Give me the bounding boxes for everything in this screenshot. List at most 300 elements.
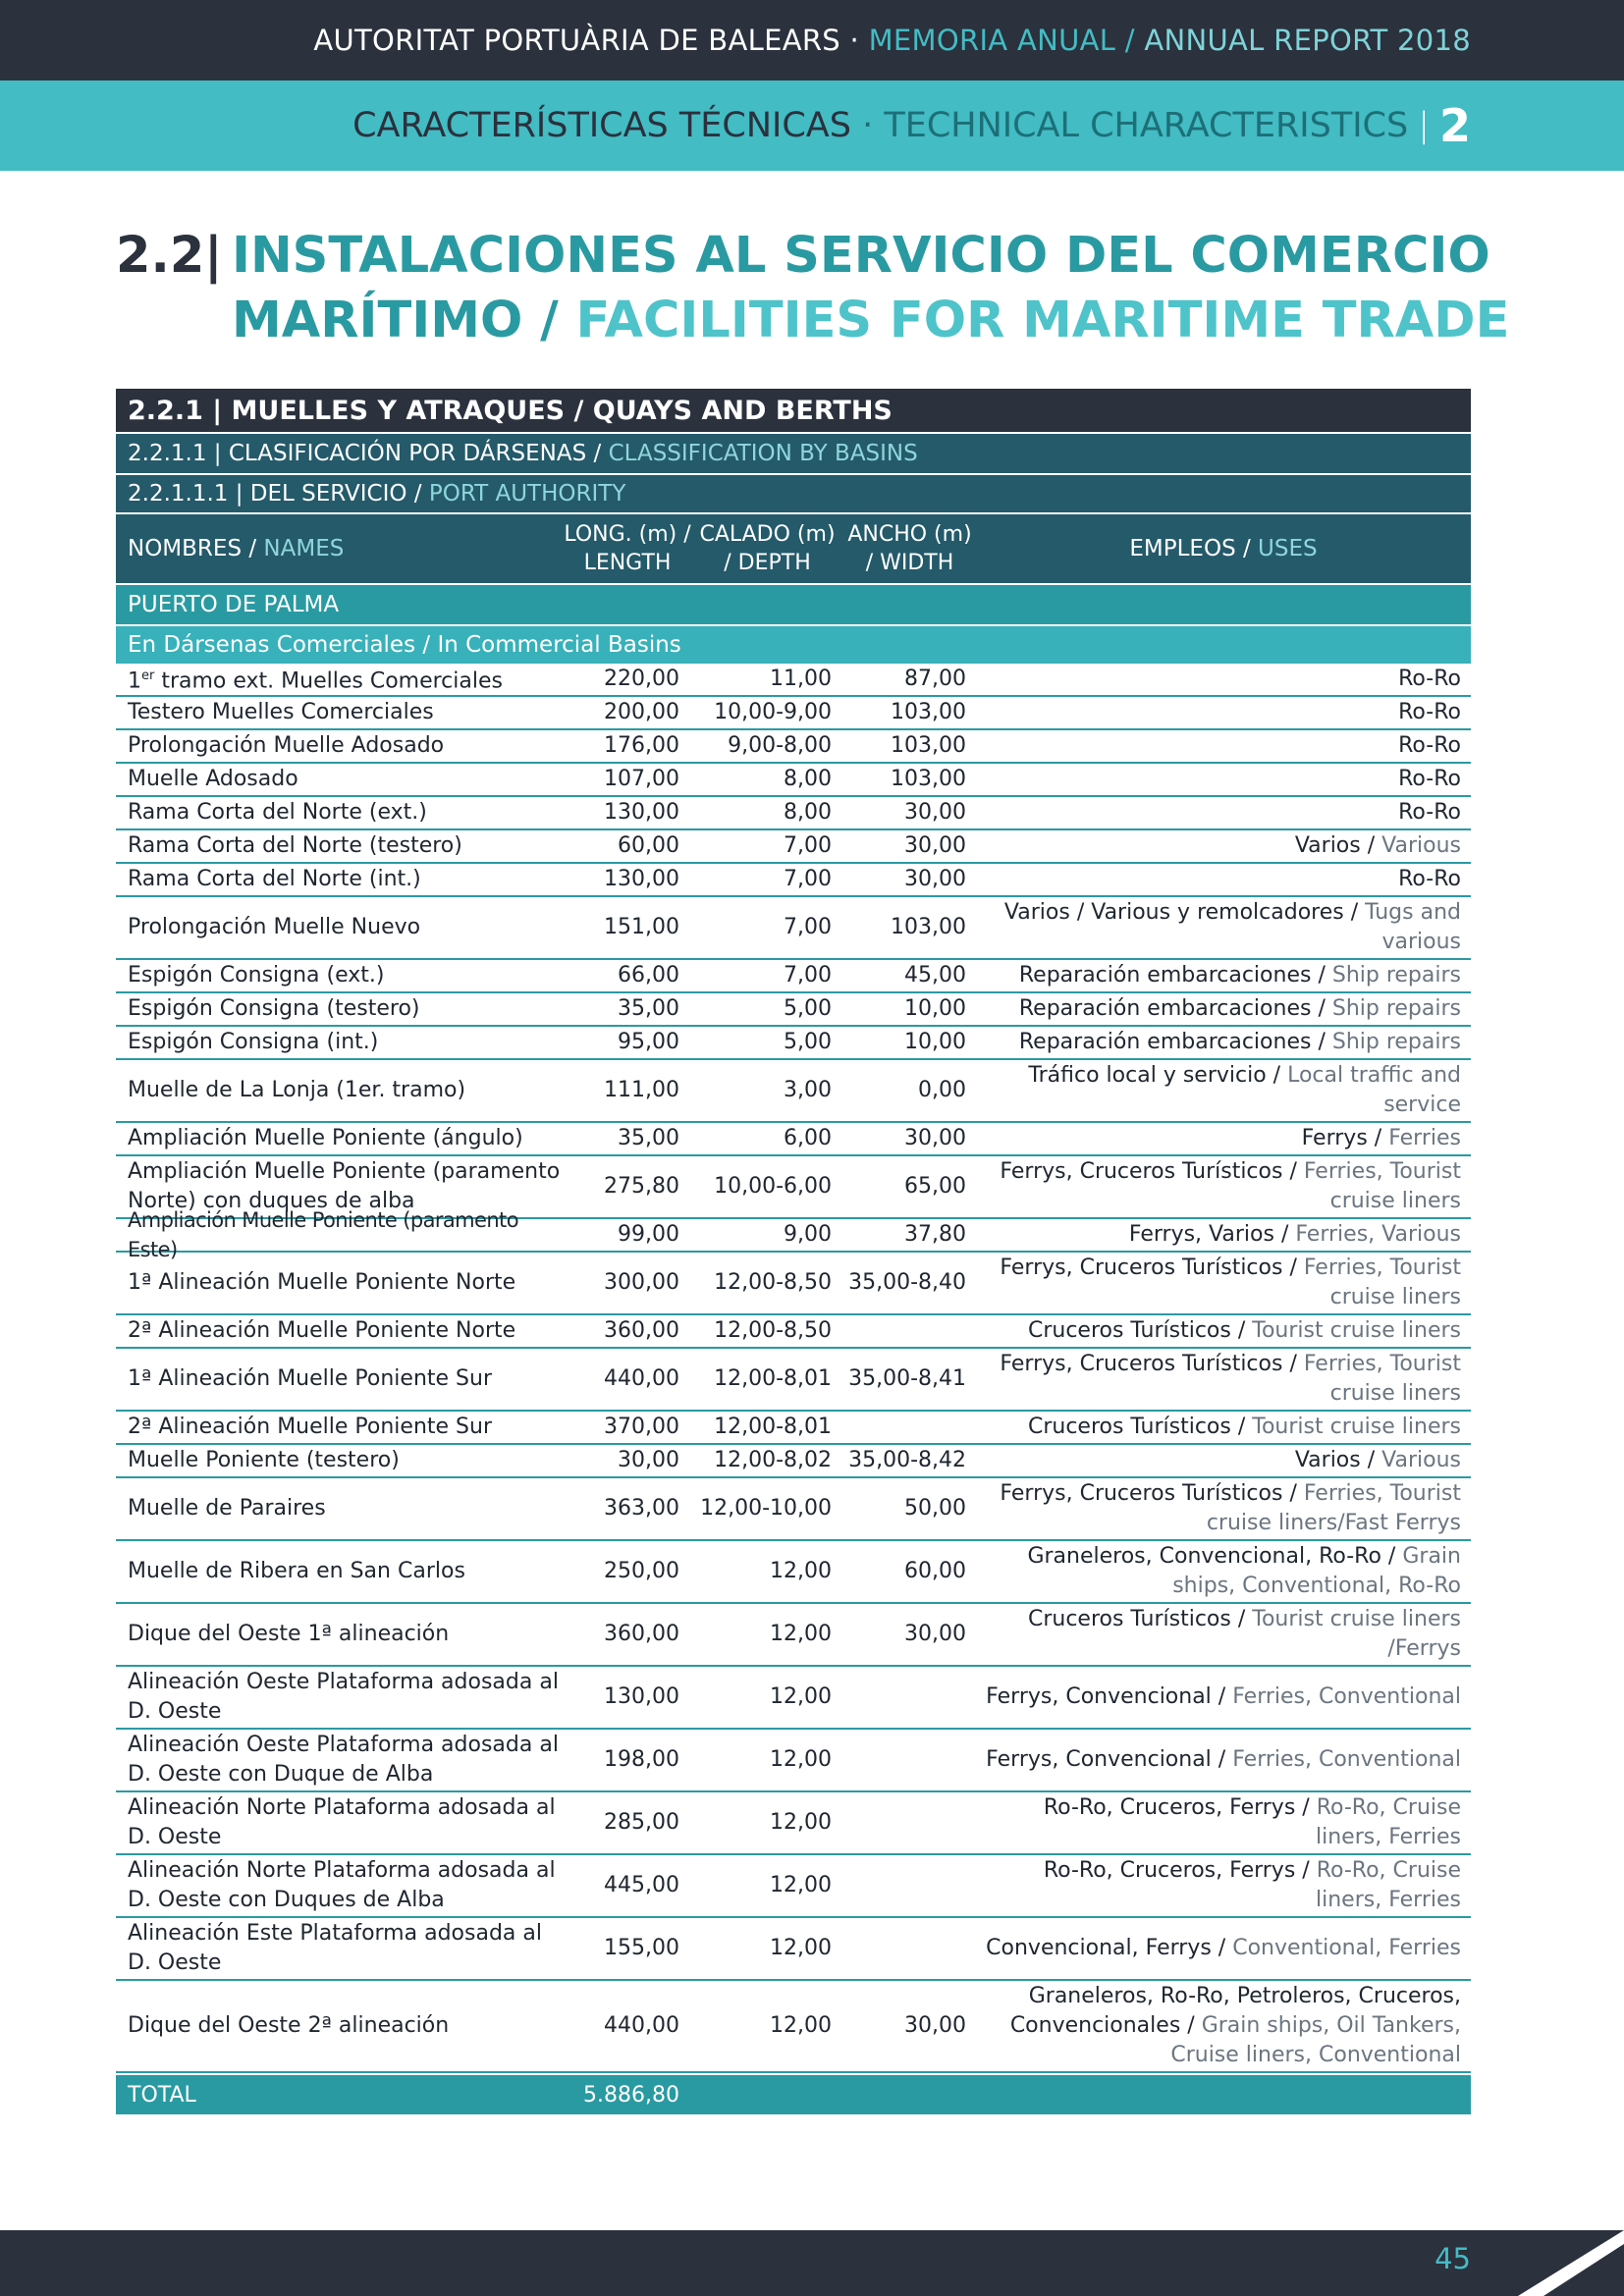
cell-uses — [976, 897, 1471, 958]
cell-depth: 9,00-8,00 — [728, 733, 832, 758]
cell-name: Testero Muelles Comerciales — [128, 700, 434, 724]
cell-depth: 5,00 — [784, 996, 832, 1021]
cell-depth: 12,00-8,50 — [714, 1318, 832, 1343]
table-row — [116, 1060, 1471, 1123]
cell-uses-es: Ferrys, Cruceros Turísticos / — [1000, 1255, 1297, 1280]
table-row — [116, 1208, 1471, 1261]
table-row — [116, 1315, 1471, 1349]
cell-uses-text — [976, 1061, 1461, 1120]
cell-name — [116, 664, 564, 695]
cell-uses-es: Ferrys, Cruceros Turísticos / — [1000, 1352, 1297, 1376]
cell-uses-text — [976, 1856, 1461, 1915]
cell-uses-text — [976, 1793, 1461, 1852]
cell-length: 111,00 — [604, 1078, 679, 1102]
cell-width — [843, 1918, 976, 1979]
cell-uses — [976, 1219, 1471, 1251]
cell-depth: 10,00-6,00 — [714, 1174, 832, 1199]
cell-uses-es: Reparación embarcaciones / — [1018, 996, 1326, 1021]
cell-uses-es: Varios / Various y remolcadores / — [1003, 900, 1359, 925]
cell-name: Alineación Oeste Plataforma adosada al D. Oeste — [128, 1670, 559, 1724]
subtitle-basins-es: 2.2.1.1 | CLASIFICACIÓN POR DÁRSENAS / — [128, 441, 602, 466]
cell-width: 0,00 — [918, 1078, 966, 1102]
cell-uses-text — [1028, 1413, 1461, 1442]
cell-uses-en: Conventional, Ferries — [1232, 1936, 1461, 1960]
col-names-es: NOMBRES / — [128, 536, 257, 561]
cell-uses-text — [1028, 1316, 1461, 1346]
cell-width: 103,00 — [891, 915, 966, 939]
cell-depth: 7,00 — [784, 963, 832, 988]
cell-length: 130,00 — [604, 800, 679, 825]
cell-uses-es: Ro-Ro, Cruceros, Ferrys / — [1043, 1858, 1310, 1883]
cell-uses-en: Various — [1381, 1448, 1461, 1472]
cell-name: Espigón Consigna (int.) — [128, 1030, 379, 1054]
cell-uses-en: Ro-Ro, Cruise liners, Ferries — [1316, 1858, 1461, 1912]
cell-length: 370,00 — [604, 1415, 679, 1439]
cell-uses-text — [976, 1157, 1461, 1216]
cell-length: 151,00 — [604, 915, 679, 939]
cell-uses-en: Grain ships, Oil Tankers, Cruise liners, Conventional — [1170, 2013, 1461, 2067]
cell-name: Ampliación Muelle Poniente (paramento Este) — [128, 1208, 518, 1261]
cell-depth: 8,00 — [784, 800, 832, 825]
cell-uses — [976, 1667, 1471, 1728]
table-row — [116, 960, 1471, 993]
cell-uses-text — [1129, 1220, 1461, 1250]
column-header-row — [116, 512, 1471, 583]
cell-width: 10,00 — [904, 1030, 966, 1054]
cell-depth: 11,00 — [770, 667, 832, 691]
cell-depth: 12,00-8,50 — [714, 1270, 832, 1295]
cell-width: 103,00 — [891, 700, 966, 724]
cell-width: 30,00 — [904, 800, 966, 825]
cell-uses-text — [1019, 1028, 1461, 1057]
cell-name: 1ª Alineación Muelle Poniente Norte — [128, 1270, 516, 1295]
total-row — [116, 2075, 1471, 2114]
section-title-en: TECHNICAL CHARACTERISTICS — [884, 106, 1409, 145]
cell-name: Muelle de La Lonja (1er. tramo) — [128, 1078, 466, 1102]
cell-width: 30,00 — [904, 1622, 966, 1646]
cell-uses-en: Tourist cruise liners — [1252, 1318, 1461, 1343]
cell-uses-es: Ferrys / — [1301, 1126, 1382, 1150]
corner-stripe-icon — [1487, 2230, 1624, 2296]
cell-uses-text — [976, 1254, 1461, 1312]
cell-name: 1ª Alineación Muelle Poniente Sur — [128, 1366, 492, 1391]
heading-line2-es: MARÍTIMO / — [232, 292, 559, 349]
cell-uses-es: Cruceros Turísticos / — [1027, 1607, 1246, 1631]
cell-length: 99,00 — [618, 1222, 679, 1247]
cell-depth: 7,00 — [784, 833, 832, 858]
cell-length: 200,00 — [604, 700, 679, 724]
table-row — [116, 764, 1471, 797]
cell-uses — [976, 1253, 1471, 1313]
table-title: 2.2.1 | MUELLES Y ATRAQUES / QUAYS AND BERTHS — [116, 389, 1471, 432]
cell-uses — [976, 664, 1471, 695]
cell-uses-es: Ro-Ro — [1398, 733, 1461, 758]
cell-uses — [976, 993, 1471, 1025]
cell-uses — [976, 764, 1471, 795]
cell-uses-es: Reparación embarcaciones / — [1018, 963, 1326, 988]
cell-uses — [976, 1478, 1471, 1539]
cell-width: 30,00 — [904, 2013, 966, 2038]
cell-length: 130,00 — [604, 867, 679, 891]
cell-uses — [976, 830, 1471, 862]
page-footer — [0, 2230, 1624, 2296]
col-length-l2: LENGTH — [583, 551, 672, 575]
cell-name-pre: 1 — [128, 668, 141, 694]
cell-width: 30,00 — [904, 1126, 966, 1150]
table-row — [116, 1604, 1471, 1667]
cell-name: 2ª Alineación Muelle Poniente Norte — [128, 1318, 516, 1343]
cell-depth: 12,00 — [770, 1873, 832, 1897]
cell-uses-es: Tráfico local y servicio / — [1028, 1063, 1281, 1088]
cell-name: Prolongación Muelle Adosado — [128, 733, 445, 758]
cell-length: 30,00 — [618, 1448, 679, 1472]
heading-bar: | — [204, 227, 223, 285]
cell-width: 65,00 — [904, 1174, 966, 1199]
cell-uses-text — [1398, 731, 1461, 761]
cell-uses-text — [976, 1605, 1461, 1664]
cell-uses-en: Ro-Ro, Cruise liners, Ferries — [1316, 1795, 1461, 1849]
cell-width: 37,80 — [904, 1222, 966, 1247]
cell-uses-es: Cruceros Turísticos / — [1027, 1318, 1246, 1343]
cell-depth: 9,00 — [784, 1222, 832, 1247]
cell-uses-es: Ro-Ro — [1398, 667, 1461, 691]
cell-uses-text — [1295, 831, 1461, 861]
col-header-uses — [976, 536, 1471, 561]
table-row — [116, 1123, 1471, 1156]
table-row — [116, 1349, 1471, 1412]
header-dot: · — [849, 24, 860, 57]
cell-name: Ampliación Muelle Poniente (paramento Norte) con duques de alba — [128, 1159, 561, 1213]
table-row — [116, 1412, 1471, 1445]
cell-uses-en: Ship repairs — [1331, 1030, 1461, 1054]
cell-uses — [976, 1156, 1471, 1217]
cell-uses — [976, 1027, 1471, 1058]
cell-length: 363,00 — [604, 1496, 679, 1521]
cell-depth: 12,00 — [770, 1559, 832, 1583]
cell-length: 66,00 — [618, 963, 679, 988]
col-width-l2: / WIDTH — [865, 551, 954, 575]
table-row — [116, 830, 1471, 864]
cell-uses-en: Various — [1381, 833, 1461, 858]
header-org: AUTORITAT PORTUÀRIA DE BALEARS — [313, 24, 841, 57]
col-length-l1: LONG. (m) / — [564, 522, 691, 547]
cell-uses-text — [1295, 1446, 1461, 1475]
cell-depth: 10,00-9,00 — [714, 700, 832, 724]
cell-name: Muelle Poniente (testero) — [128, 1448, 400, 1472]
table-subtitle-basins — [116, 432, 1471, 473]
cell-uses-en: Ferries, Tourist cruise liners — [1303, 1159, 1461, 1213]
cell-depth: 8,00 — [784, 767, 832, 791]
cell-name: Espigón Consigna (ext.) — [128, 963, 385, 988]
cell-uses — [976, 1445, 1471, 1476]
cell-uses-en: Ferries, Various — [1295, 1222, 1461, 1247]
running-header — [0, 0, 1624, 80]
col-names-en: NAMES — [263, 536, 345, 561]
cell-uses — [976, 1315, 1471, 1347]
cell-length: 440,00 — [604, 2013, 679, 2038]
cell-depth: 12,00-8,01 — [714, 1366, 832, 1391]
page-number: 45 — [1435, 2242, 1471, 2275]
cell-name: Rama Corta del Norte (int.) — [128, 867, 421, 891]
section-title-es: CARACTERÍSTICAS TÉCNICAS — [352, 106, 851, 145]
cell-depth: 7,00 — [784, 915, 832, 939]
cell-name: Dique del Oeste 2ª alineación — [128, 2013, 450, 2038]
cell-depth: 5,00 — [784, 1030, 832, 1054]
col-header-length — [564, 520, 691, 577]
table-row — [116, 1478, 1471, 1541]
cell-uses-es: Convencional, Ferrys / — [986, 1936, 1226, 1960]
cell-length: 445,00 — [604, 1873, 679, 1897]
cell-depth: 12,00-8,02 — [714, 1448, 832, 1472]
cell-uses-en: Grain ships, Conventional, Ro-Ro — [1172, 1544, 1461, 1598]
subtitle-basins-en: CLASSIFICATION BY BASINS — [608, 441, 918, 466]
cell-uses-es: Varios / — [1294, 833, 1376, 858]
cell-uses — [976, 1918, 1471, 1979]
cell-width: 103,00 — [891, 733, 966, 758]
cell-uses-es: Ferrys, Cruceros Turísticos / — [1000, 1159, 1297, 1184]
subtitle-authority-en: PORT AUTHORITY — [428, 481, 626, 507]
table-row — [116, 797, 1471, 830]
cell-length: 176,00 — [604, 733, 679, 758]
cell-depth: 3,00 — [784, 1078, 832, 1102]
cell-uses-es: Graneleros, Ro-Ro, Petroleros, Cruceros, Convencionales / — [1009, 1984, 1461, 2038]
cell-name: Alineación Oeste Plataforma adosada al D. Oeste con Duque de Alba — [128, 1733, 559, 1787]
cell-uses-en: Tourist cruise liners /Ferrys — [1252, 1607, 1461, 1661]
cell-width — [843, 1792, 976, 1853]
cell-uses — [976, 730, 1471, 762]
cell-depth: 12,00 — [770, 1622, 832, 1646]
col-depth-l2: / DEPTH — [724, 551, 811, 575]
cell-width: 45,00 — [904, 963, 966, 988]
cell-uses-es: Ferrys, Cruceros Turísticos / — [1000, 1481, 1297, 1506]
cell-uses-es: Ferrys, Varios / — [1128, 1222, 1289, 1247]
cell-name: 2ª Alineación Muelle Poniente Sur — [128, 1415, 492, 1439]
cell-uses-es: Cruceros Turísticos / — [1027, 1415, 1246, 1439]
cell-uses-en: Ferries — [1388, 1126, 1461, 1150]
cell-width: 30,00 — [904, 833, 966, 858]
table-row — [116, 1730, 1471, 1792]
cell-uses-text — [1398, 698, 1461, 727]
cell-width: 30,00 — [904, 867, 966, 891]
cell-name: Muelle Adosado — [128, 767, 298, 791]
berths-table — [116, 389, 1471, 2114]
cell-name-post: tramo ext. Muelles Comerciales — [154, 668, 503, 694]
heading-line2 — [232, 289, 1509, 353]
cell-depth: 12,00 — [770, 1684, 832, 1709]
cell-width: 87,00 — [904, 667, 966, 691]
total-label: TOTAL — [128, 2082, 196, 2108]
cell-name: Espigón Consigna (testero) — [128, 996, 420, 1021]
cell-width — [843, 1412, 976, 1443]
cell-uses-en: Ferries, Tourist cruise liners/Fast Ferrys — [1206, 1481, 1461, 1535]
cell-length: 60,00 — [618, 833, 679, 858]
port-row: PUERTO DE PALMA — [116, 583, 1471, 624]
cell-length: 130,00 — [604, 1684, 679, 1709]
cell-length: 35,00 — [618, 1126, 679, 1150]
cell-uses — [976, 1855, 1471, 1916]
cell-length: 360,00 — [604, 1622, 679, 1646]
cell-uses-es: Graneleros, Convencional, Ro-Ro / — [1027, 1544, 1396, 1569]
table-row — [116, 1981, 1471, 2073]
cell-uses — [976, 1730, 1471, 1790]
table-row — [116, 1792, 1471, 1855]
table-row — [116, 1855, 1471, 1918]
table-row — [116, 664, 1471, 697]
cell-length: 155,00 — [604, 1936, 679, 1960]
cell-name: Alineación Este Plataforma adosada al D. Oeste — [128, 1921, 542, 1975]
cell-uses-text — [1398, 798, 1461, 828]
cell-uses-text — [986, 1934, 1461, 1963]
heading-line2-en: FACILITIES FOR MARITIME TRADE — [575, 292, 1510, 349]
cell-uses-en: Ship repairs — [1331, 996, 1461, 1021]
cell-width — [843, 1730, 976, 1790]
cell-depth: 12,00 — [770, 1747, 832, 1772]
cell-uses — [976, 960, 1471, 991]
table-row — [116, 1918, 1471, 1981]
cell-name: Rama Corta del Norte (ext.) — [128, 800, 427, 825]
cell-width: 60,00 — [904, 1559, 966, 1583]
table-subtitle-authority — [116, 473, 1471, 512]
cell-uses — [976, 1123, 1471, 1154]
cell-uses — [976, 1412, 1471, 1443]
total-value: 5.886,80 — [583, 2082, 679, 2108]
cell-uses-text — [976, 898, 1461, 957]
cell-uses-en: Tugs and various — [1365, 900, 1461, 954]
cell-width: 35,00-8,42 — [848, 1448, 966, 1472]
cell-name: Muelle de Paraires — [128, 1496, 326, 1521]
cell-name: Dique del Oeste 1ª alineación — [128, 1622, 450, 1646]
section-number: 2 — [1438, 99, 1471, 152]
cell-uses-text — [1398, 865, 1461, 894]
cell-uses — [976, 1060, 1471, 1121]
cell-name: Alineación Norte Plataforma adosada al D. Oeste con Duques de Alba — [128, 1858, 556, 1912]
section-header — [0, 80, 1624, 171]
cell-uses — [976, 1981, 1471, 2071]
table-row — [116, 1667, 1471, 1730]
cell-name: Prolongación Muelle Nuevo — [128, 915, 421, 939]
cell-uses-text — [1302, 1124, 1461, 1153]
cell-uses-text — [1398, 665, 1461, 694]
col-uses-en: USES — [1258, 536, 1318, 561]
table-row — [116, 730, 1471, 764]
cell-length: 440,00 — [604, 1366, 679, 1391]
cell-uses-en: Tourist cruise liners — [1252, 1415, 1461, 1439]
table-row — [116, 1541, 1471, 1604]
cell-uses-text — [986, 1745, 1461, 1775]
cell-width: 35,00-8,40 — [848, 1270, 966, 1295]
cell-uses — [976, 1792, 1471, 1853]
cell-uses-es: Ro-Ro — [1398, 800, 1461, 825]
cell-width: 35,00-8,41 — [848, 1366, 966, 1391]
cell-uses-es: Ro-Ro — [1398, 700, 1461, 724]
section-dot: · — [862, 106, 874, 145]
cell-length: 275,80 — [604, 1174, 679, 1199]
table-row — [116, 1253, 1471, 1315]
cell-width — [843, 1315, 976, 1347]
cell-uses-es: Ro-Ro — [1398, 767, 1461, 791]
cell-uses-es: Reparación embarcaciones / — [1018, 1030, 1326, 1054]
cell-uses — [976, 1541, 1471, 1602]
cell-length: 107,00 — [604, 767, 679, 791]
cell-depth: 12,00-10,00 — [700, 1496, 832, 1521]
cell-uses — [976, 1604, 1471, 1665]
cell-uses-text — [976, 1479, 1461, 1538]
cell-length: 95,00 — [618, 1030, 679, 1054]
cell-name: Ampliación Muelle Poniente (ángulo) — [128, 1126, 523, 1150]
section-separator: | — [1418, 106, 1430, 145]
cell-depth: 12,00 — [770, 1810, 832, 1835]
cell-depth: 7,00 — [784, 867, 832, 891]
cell-length: 35,00 — [618, 996, 679, 1021]
heading-line1: INSTALACIONES AL SERVICIO DEL COMERCIO — [232, 227, 1490, 285]
cell-length: 285,00 — [604, 1810, 679, 1835]
cell-length: 300,00 — [604, 1270, 679, 1295]
cell-length: 198,00 — [604, 1747, 679, 1772]
cell-uses-en: Ferries, Tourist cruise liners — [1303, 1352, 1461, 1406]
cell-width: 10,00 — [904, 996, 966, 1021]
cell-depth: 12,00 — [770, 1936, 832, 1960]
table-row — [116, 993, 1471, 1027]
col-header-depth — [691, 520, 843, 577]
cell-uses-es: Ferrys, Convencional / — [986, 1684, 1226, 1709]
table-body — [116, 664, 1471, 2073]
cell-width — [843, 1667, 976, 1728]
cell-uses-text — [976, 1542, 1461, 1601]
cell-uses-text — [976, 1982, 1461, 2070]
cell-width — [843, 1855, 976, 1916]
cell-uses-text — [976, 1350, 1461, 1409]
basin-row: En Dársenas Comerciales / In Commercial Basins — [116, 624, 1471, 664]
cell-uses-es: Ferrys, Convencional / — [986, 1747, 1226, 1772]
cell-uses-es: Varios / — [1294, 1448, 1376, 1472]
header-slash: / — [1124, 24, 1135, 57]
col-uses-es: EMPLEOS / — [1129, 536, 1251, 561]
table-row — [116, 864, 1471, 897]
cell-uses-text — [1398, 765, 1461, 794]
cell-name-sup: er — [141, 668, 155, 684]
cell-name-text — [128, 662, 503, 696]
cell-uses — [976, 797, 1471, 828]
table-row — [116, 1445, 1471, 1478]
cell-name: Muelle de Ribera en San Carlos — [128, 1559, 465, 1583]
cell-uses-en: Ship repairs — [1331, 963, 1461, 988]
col-width-l1: ANCHO (m) — [847, 522, 972, 547]
cell-width: 103,00 — [891, 767, 966, 791]
subtitle-authority-es: 2.2.1.1.1 | DEL SERVICIO / — [128, 481, 422, 507]
cell-uses-text — [1019, 994, 1461, 1024]
cell-length: 360,00 — [604, 1318, 679, 1343]
cell-uses-en: Ferries, Tourist cruise liners — [1303, 1255, 1461, 1309]
cell-uses — [976, 697, 1471, 728]
table-row — [116, 697, 1471, 730]
cell-uses-en: Ferries, Conventional — [1232, 1747, 1461, 1772]
cell-uses-text — [986, 1682, 1461, 1712]
heading-number: 2.2 — [116, 227, 205, 285]
cell-uses — [976, 864, 1471, 895]
cell-name: Alineación Norte Plataforma adosada al D. Oeste — [128, 1795, 556, 1849]
cell-uses-es: Ro-Ro, Cruceros, Ferrys / — [1043, 1795, 1310, 1820]
cell-width: 50,00 — [904, 1496, 966, 1521]
table-row — [116, 897, 1471, 960]
cell-name: Rama Corta del Norte (testero) — [128, 833, 462, 858]
cell-uses-es: Ro-Ro — [1398, 867, 1461, 891]
col-header-names — [116, 536, 564, 561]
cell-length: 250,00 — [604, 1559, 679, 1583]
col-depth-l1: CALADO (m) — [699, 522, 836, 547]
cell-uses — [976, 1349, 1471, 1410]
cell-length: 220,00 — [604, 667, 679, 691]
cell-depth: 12,00-8,01 — [714, 1415, 832, 1439]
